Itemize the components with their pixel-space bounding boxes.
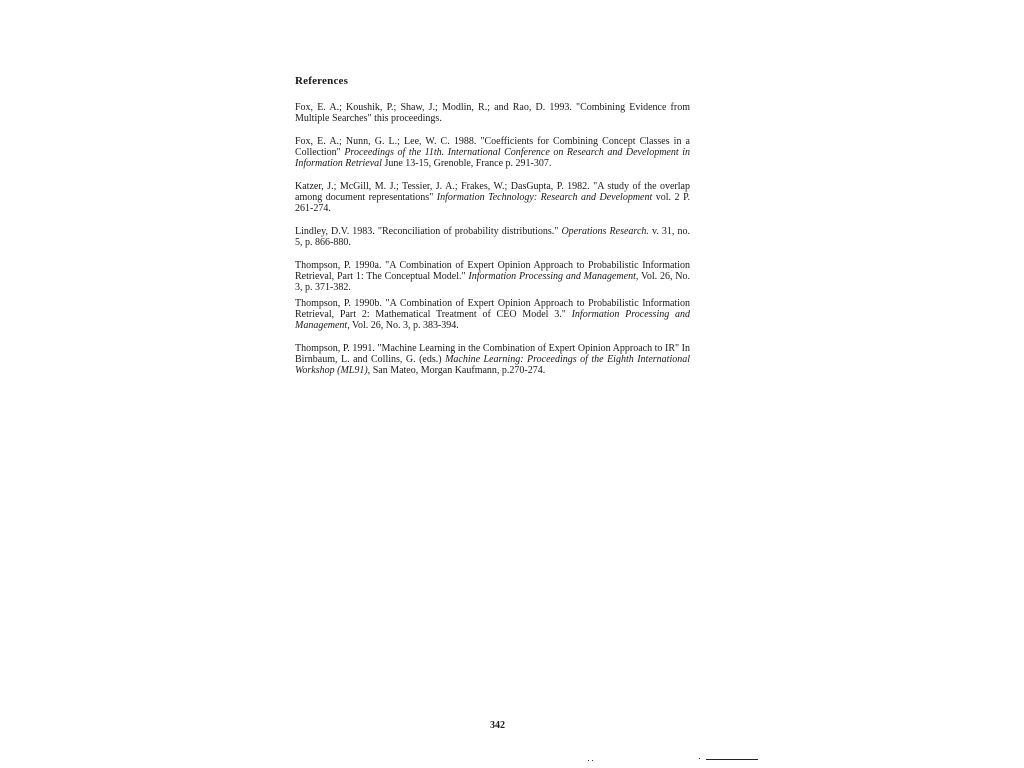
reference-authors: Lindley, D.V. 1983. [295,226,375,238]
reference-venue: Information Technology: Research and Development [436,192,653,204]
reference-entry [295,181,690,215]
reference-details: v. 31, no. 5, p. 866-880. [295,226,691,249]
reference-entry [295,298,690,332]
reference-details: San Mateo, Morgan Kaufmann, p.270-274. [370,365,546,377]
reference-venue: Information Processing and Management, [468,271,639,283]
reference-title: "Machine Learning in the Combination of Expert Opinion Approach to IR" In Birnbaum, L. and Collins, G. (eds.) [295,342,690,365]
reference-venue: Operations Research. [561,226,649,238]
scan-speck [699,758,700,759]
reference-entry [295,136,690,170]
reference-title: "Reconciliation of probability distributions." [374,226,562,238]
reference-title: "A Combination of Expert Opinion Approach to Probabilistic Information Retrieval, Part 2: Mathematical Treatment of CEO Model 3." [295,297,690,320]
reference-venue: Machine Learning: Proceedings of the Eighth International Workshop (ML91), [295,353,690,377]
reference-details: Vol. 26, No. 3, p. 371-382. [295,271,690,294]
reference-venue: Information Processing and Management, [295,308,690,332]
reference-details: Vol. 26, No. 3, p. 383-394. [349,320,459,332]
reference-title: "A study of the overlap among document representations" [295,181,690,204]
reference-details: June 13-15, Grenoble, France p. 291-307. [381,158,552,170]
reference-title: "Coefficients for Combining Concept Classes in a Collection" [295,135,690,159]
references-heading: References [295,75,349,87]
page-number: 342 [490,720,505,731]
scan-rule-line [706,759,758,760]
reference-entry [295,102,690,124]
reference-authors: Thompson, P. 1990a. [295,260,382,272]
reference-authors: Thompson, P. 1990b. [295,297,382,309]
reference-entry [295,226,690,248]
reference-authors: Thompson, P. 1991. [295,342,375,354]
reference-list [295,102,690,388]
reference-title: "A Combination of Expert Opinion Approach to Probabilistic Information Retrieval, Part 1: The Conceptual Model." [295,260,690,283]
reference-entry [295,260,690,294]
reference-authors: Katzer, J.; McGill, M. J.; Tessier, J. A.; Frakes, W.; DasGupta, P. 1982. [295,181,590,193]
reference-authors: Fox, E. A.; Nunn, G. L.; Lee, W. C. 1988. [295,135,477,147]
reference-details: vol. 2 P. 261-274. [295,192,691,215]
reference-entry [295,343,690,377]
reference-authors: Fox, E. A.; Koushik, P.; Shaw, J.; Modlin, R.; and Rao, D. 1993. [295,102,572,113]
reference-venue: Proceedings of the 11th. International Conference on Research and Development in Information Retrieval [295,147,690,170]
scan-speck [588,760,589,761]
scan-speck [592,760,593,761]
reference-title: "Combining Evidence from Multiple Searches" this proceedings. [295,102,690,125]
